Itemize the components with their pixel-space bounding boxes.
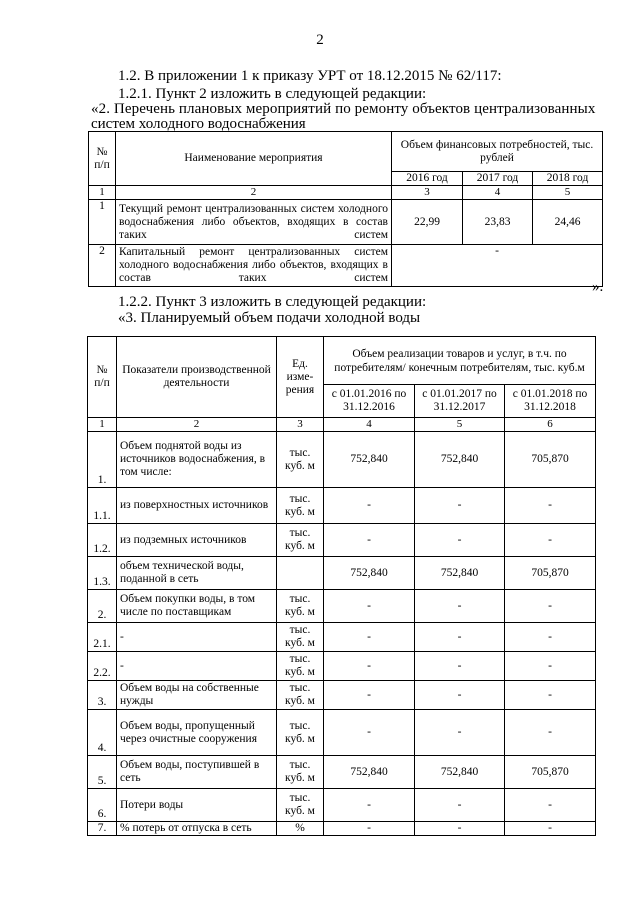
t2-colnum: 4 (324, 418, 415, 432)
t2-row-value: - (415, 488, 505, 524)
t2-row-value: - (415, 710, 505, 756)
t2-row-value: - (505, 488, 596, 524)
t2-row-num: 2. (88, 590, 117, 623)
table1-close-quote: ». (592, 279, 604, 295)
table1-title-line1: «2. Перечень плановых мероприятий по ремонту объектов централизованных (91, 101, 596, 117)
table-row (89, 245, 603, 287)
t2-colnum: 1 (88, 418, 117, 432)
t2-row-value: - (324, 822, 415, 836)
t2-row-value: 752,840 (415, 557, 505, 590)
t2-row-num: 1. (88, 432, 117, 488)
t2-row-value: - (415, 652, 505, 681)
t2-row-unit: тыс. куб. м (277, 488, 324, 524)
t2-row-value: - (415, 623, 505, 652)
table-row (88, 623, 596, 652)
t2-row-num: 2.2. (88, 652, 117, 681)
t1-row-name: Капитальный ремонт централизованных систем холодного водоснабжения либо объектов, входящих в состав таких систем (116, 245, 392, 287)
t2-row-unit: тыс. куб. м (277, 710, 324, 756)
t2-row-value: - (324, 710, 415, 756)
t2-row-indicator: Потери воды (117, 789, 277, 822)
t1-colnum: 4 (463, 186, 533, 200)
t2-header-unit: Ед. изме-рения (277, 337, 324, 418)
table-row (88, 710, 596, 756)
page-number: 2 (316, 32, 324, 48)
t1-colnum: 2 (116, 186, 392, 200)
table-row (88, 488, 596, 524)
t2-row-value: - (324, 789, 415, 822)
t2-row-value: 705,870 (505, 557, 596, 590)
t2-row-value: - (324, 681, 415, 710)
t1-colnum: 3 (392, 186, 463, 200)
table-row (88, 756, 596, 789)
table-water-supply-volume (87, 336, 596, 836)
paragraph-1-2-1: 1.2.1. Пункт 2 изложить в следующей редакции: (118, 86, 427, 102)
t2-row-num: 2.1. (88, 623, 117, 652)
t2-row-indicator: из поверхностных источников (117, 488, 277, 524)
t2-row-value: - (415, 524, 505, 557)
t1-colnum: 5 (533, 186, 603, 200)
t2-row-indicator: из подземных источников (117, 524, 277, 557)
t2-row-indicator: - (117, 623, 277, 652)
t2-row-unit (277, 557, 324, 590)
t2-row-unit: тыс. куб. м (277, 432, 324, 488)
t1-row-num: 2 (89, 245, 116, 287)
t2-row-unit: тыс. куб. м (277, 623, 324, 652)
t2-row-value: - (505, 789, 596, 822)
t2-row-value: 752,840 (415, 756, 505, 789)
t2-row-value: 752,840 (415, 432, 505, 488)
t2-row-num: 1.3. (88, 557, 117, 590)
t2-row-unit: тыс. куб. м (277, 524, 324, 557)
t1-header-num: № п/п (89, 132, 116, 186)
t2-row-value: - (415, 822, 505, 836)
t2-row-value: - (505, 590, 596, 623)
t2-row-value: 752,840 (324, 557, 415, 590)
t2-header-period: с 01.01.2018 по 31.12.2018 (505, 385, 596, 418)
t2-colnum: 5 (415, 418, 505, 432)
t1-row-value: 22,99 (392, 200, 463, 245)
t2-row-num: 1.1. (88, 488, 117, 524)
t2-row-value: - (505, 822, 596, 836)
t2-row-value: - (415, 789, 505, 822)
t2-row-value: - (324, 623, 415, 652)
t2-row-value: - (324, 488, 415, 524)
t2-row-value: 752,840 (324, 756, 415, 789)
t2-row-indicator: Объем воды на собственные нужды (117, 681, 277, 710)
t2-row-unit: тыс. куб. м (277, 590, 324, 623)
t2-header-period: с 01.01.2016 по 31.12.2016 (324, 385, 415, 418)
t2-row-value: - (324, 524, 415, 557)
t1-header-volume: Объем финансовых потребностей, тыс. рублей (392, 132, 603, 172)
t1-row-value: 23,83 (463, 200, 533, 245)
t2-colnum: 3 (277, 418, 324, 432)
t2-row-indicator: Объем воды, поступившей в сеть (117, 756, 277, 789)
t2-header-num: № п/п (88, 337, 117, 418)
t2-header-volume: Объем реализации товаров и услуг, в т.ч. по потребителям/ конечным потребителям, тыс. куб.м (324, 337, 596, 385)
t2-row-indicator: - (117, 652, 277, 681)
table-row (88, 789, 596, 822)
t2-row-value: - (415, 681, 505, 710)
t2-row-value: - (505, 652, 596, 681)
t1-header-name: Наименование мероприятия (116, 132, 392, 186)
table2-title: «3. Планируемый объем подачи холодной воды (118, 310, 421, 326)
table-row (88, 822, 596, 836)
table-row (88, 524, 596, 557)
t1-row-merged-value: - (392, 245, 603, 287)
t1-header-year: 2018 год (533, 172, 603, 186)
t2-row-indicator: Объем покупки воды, в том числе по поставщикам (117, 590, 277, 623)
t2-row-unit: % (277, 822, 324, 836)
t2-row-unit: тыс. куб. м (277, 652, 324, 681)
t2-colnum: 2 (117, 418, 277, 432)
t2-row-value: - (324, 590, 415, 623)
t2-row-indicator: Объем поднятой воды из источников водоснабжения, в том числе: (117, 432, 277, 488)
t2-row-num: 1.2. (88, 524, 117, 557)
t2-row-num: 6. (88, 789, 117, 822)
t2-row-indicator: % потерь от отпуска в сеть (117, 822, 277, 836)
t2-row-value: 752,840 (324, 432, 415, 488)
paragraph-1-2: 1.2. В приложении 1 к приказу УРТ от 18.12.2015 № 62/117: (118, 68, 502, 84)
table-row (88, 652, 596, 681)
t2-row-value: - (505, 524, 596, 557)
t1-colnum: 1 (89, 186, 116, 200)
t1-row-value: 24,46 (533, 200, 603, 245)
table-row (88, 590, 596, 623)
t2-header-period: с 01.01.2017 по 31.12.2017 (415, 385, 505, 418)
paragraph-1-2-2: 1.2.2. Пункт 3 изложить в следующей редакции: (118, 294, 427, 310)
t2-row-indicator: объем технической воды, поданной в сеть (117, 557, 277, 590)
t2-row-num: 7. (88, 822, 117, 836)
table-row (88, 681, 596, 710)
t2-row-value: - (415, 590, 505, 623)
t1-row-num: 1 (89, 200, 116, 245)
t2-row-value: 705,870 (505, 432, 596, 488)
table-row (89, 200, 603, 245)
t2-row-value: 705,870 (505, 756, 596, 789)
t1-header-year: 2016 год (392, 172, 463, 186)
t2-row-num: 5. (88, 756, 117, 789)
t2-row-value: - (505, 623, 596, 652)
t2-row-value: - (324, 652, 415, 681)
t2-row-indicator: Объем воды, пропущенный через очистные сооружения (117, 710, 277, 756)
t2-row-unit: тыс. куб. м (277, 681, 324, 710)
t1-header-year: 2017 год (463, 172, 533, 186)
table1-title-line2: систем холодного водоснабжения (91, 116, 306, 132)
t2-header-indicator: Показатели производственной деятельности (117, 337, 277, 418)
t2-row-value: - (505, 710, 596, 756)
table-row (88, 557, 596, 590)
t2-row-num: 3. (88, 681, 117, 710)
table-row (88, 432, 596, 488)
table-planned-repairs (88, 131, 603, 287)
t2-row-unit: тыс. куб. м (277, 756, 324, 789)
t2-row-num: 4. (88, 710, 117, 756)
t2-row-value: - (505, 681, 596, 710)
t1-row-name: Текущий ремонт централизованных систем холодного водоснабжения либо объектов, входящих в состав таких систем (116, 200, 392, 245)
t2-row-unit: тыс. куб. м (277, 789, 324, 822)
t2-colnum: 6 (505, 418, 596, 432)
